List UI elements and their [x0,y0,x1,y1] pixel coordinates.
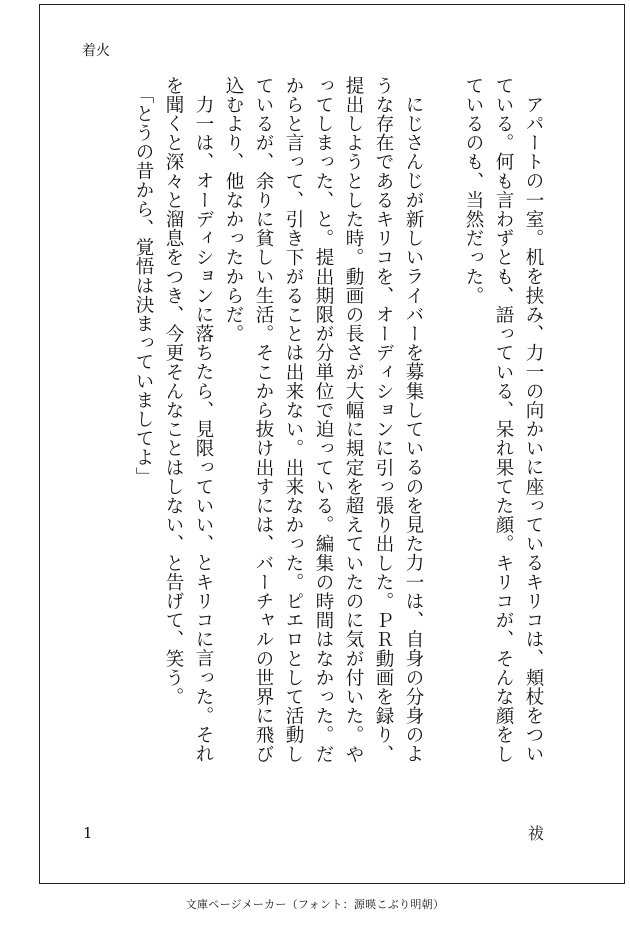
paragraph-1: アパートの一室。机を挟み、力一の向かいに座っているキリコは、頬杖をついている。何も言わずとも、語っている、呆れ果てた顔。キリコが、そんな顔をしているのも、当然だった。 [463,76,544,764]
author-name: 祓 [528,824,545,843]
body-text [96,76,548,776]
page-number: 1 [83,824,93,842]
blank-line [428,76,458,776]
paragraph-2: にじさんじが新しいライバーを募集しているのを見た力一は、自身の分身のような存在であるキリコを、オーディションに引っ張り出した。ＰＲ動画を録り、提出しようとした時。動画の長さが大幅に規定を超えていたのに気が付いた。やってしまった、と。提出期限が分単位で迫っている。編集の時間はなかった。だからと言って、引き下がることは出来ない。出来なかった。ピエロとして活動しているが、余りに貧しい生活。そこから抜け出すには、バーチャルの世界に飛び込むより、他なかったからだ。 [223,76,424,764]
footer-credit: 文庫ページメーカー（フォント：源暎こぶり明朝） [185,898,445,911]
page-title: 着火 [82,43,110,59]
paragraph-3: 力一は、オーディションに落ちたら、見限っていい、とキリコに言った。それを聞くと深々と溜息をつき、今更そんなことはしない、と告げて、笑う。 [163,76,214,763]
dialogue-quote: 「とうの昔から、覚悟は決まっていましてよ」 [133,85,154,487]
